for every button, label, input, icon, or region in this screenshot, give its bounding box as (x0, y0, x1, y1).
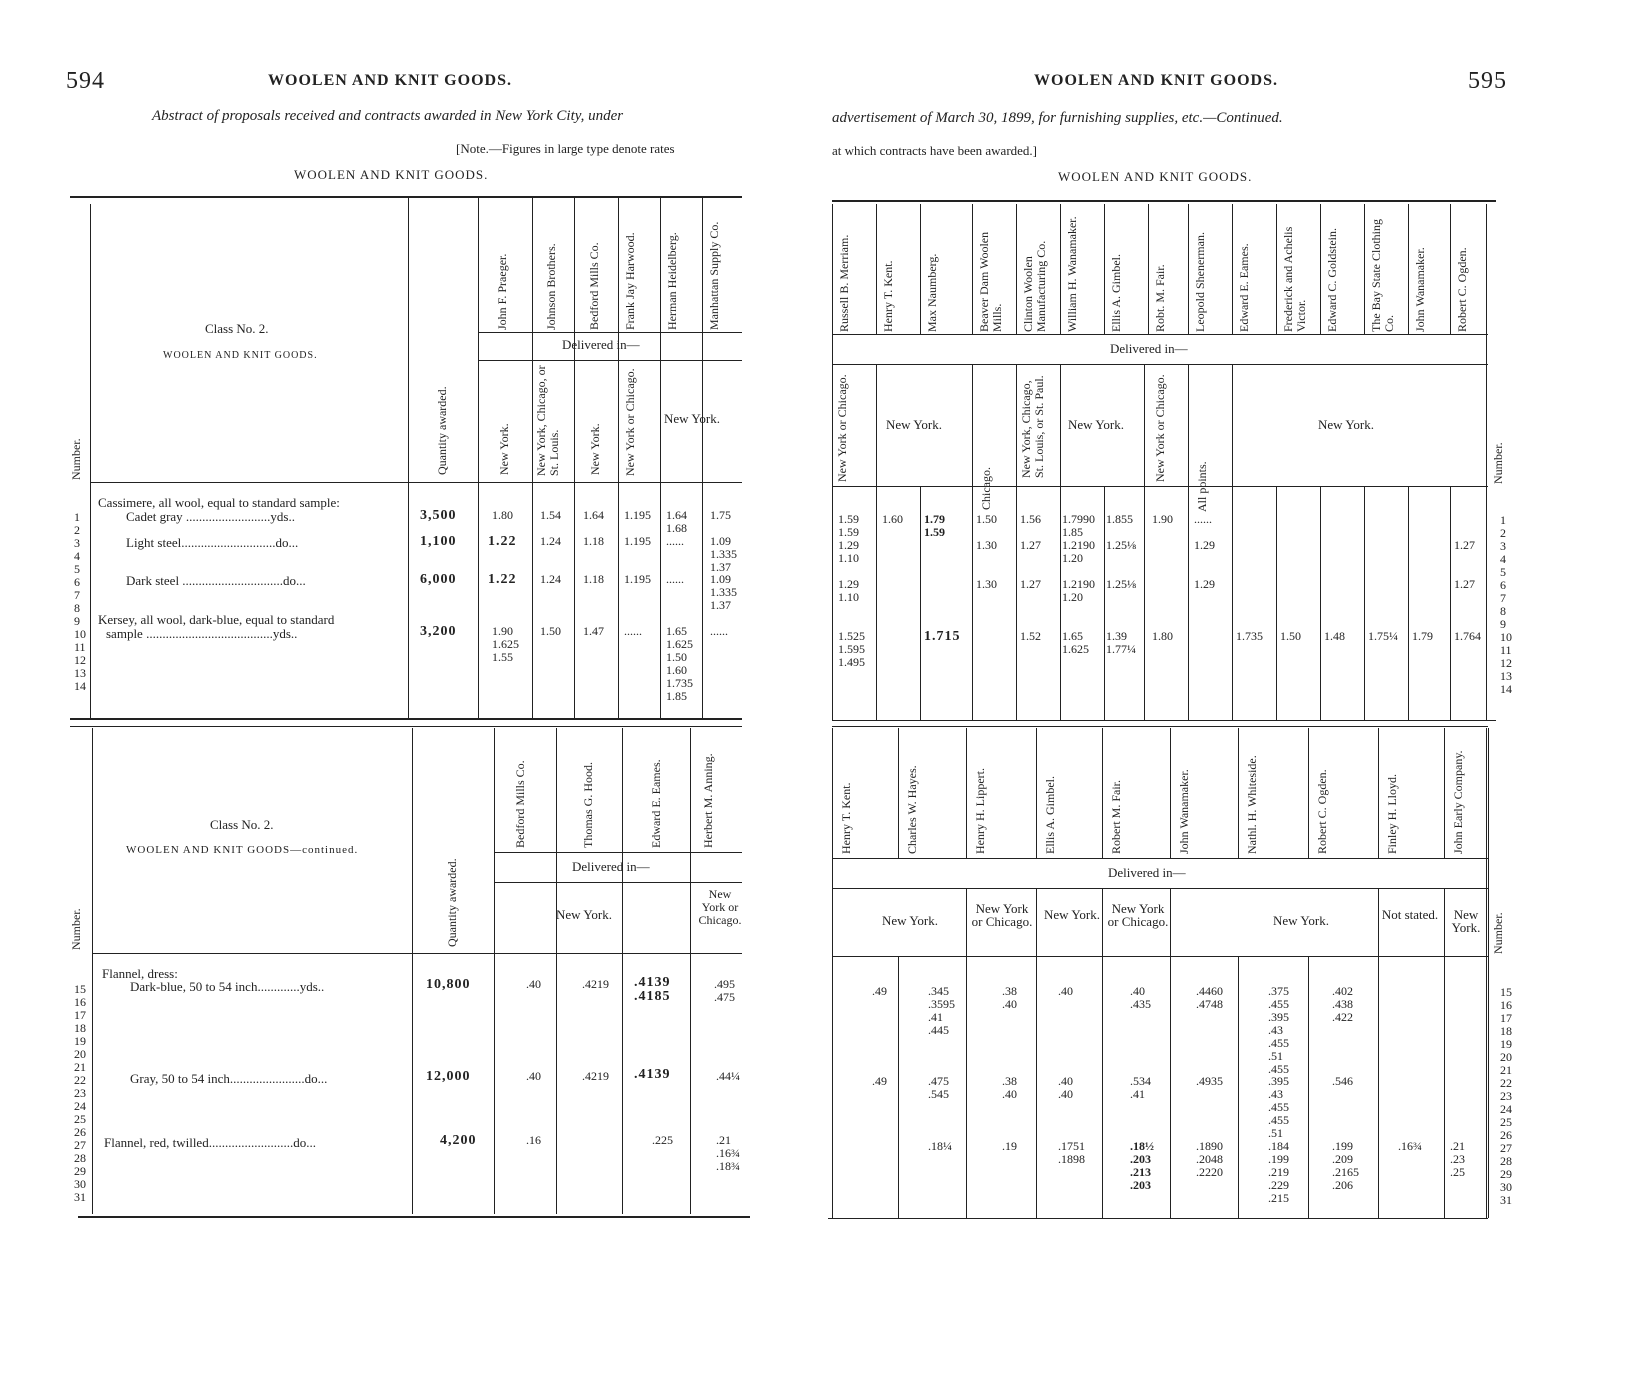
left-page (0, 0, 820, 1380)
delivery-location: New York. (1044, 907, 1100, 922)
bid-value: .1751 .1898 (1058, 1139, 1085, 1166)
abstract-title-left: Abstract of proposals received and contracts awarded in New York City, under (152, 108, 624, 124)
running-head-right: WOOLEN AND KNIT GOODS. (1034, 72, 1278, 89)
item-desc: Dark steel ...............................do... (126, 573, 306, 588)
row-numbers: 15 16 17 18 19 20 21 22 23 24 25 26 27 28 29 30 31 (1500, 985, 1512, 1207)
bid-value: .49 (872, 1074, 887, 1088)
bidder-name: Robert M. Fair. (1109, 780, 1123, 854)
bid-value: 1.24 (540, 534, 561, 548)
delivered-header: Delivered in— (1110, 341, 1188, 356)
running-head-left: WOOLEN AND KNIT GOODS. (268, 72, 512, 89)
bid-value: 1.59 1.59 1.29 1.10 1.29 1.10 1.525 1.595 1.495 (838, 512, 865, 669)
delivery-location: New York. (588, 423, 602, 475)
class-subtitle: WOOLEN AND KNIT GOODS—continued. (126, 844, 359, 856)
bid-value: .4219 (582, 977, 609, 991)
bid-value: .44¼ (716, 1069, 740, 1083)
bid-value: 1.27 (1454, 538, 1475, 552)
bid-value: 1.764 (1454, 629, 1481, 643)
bid-value: 1.50 (540, 624, 561, 638)
bid-value: .38 .40 (1002, 984, 1017, 1011)
page-number-left: 594 (66, 68, 105, 94)
bid-value: .395 .43 .455 .455 .51 (1268, 1074, 1289, 1140)
class-title: Class No. 2. (210, 817, 274, 832)
bidder-name: Edward E. Eames. (649, 759, 663, 848)
bid-value: 1.79 1.59 (924, 512, 945, 539)
delivery-location: Not stated. (1381, 907, 1439, 922)
delivery-location: New York. (1068, 417, 1124, 432)
bid-value: .16¾ (1398, 1139, 1422, 1153)
delivery-location: New York. (556, 907, 612, 922)
bid-value: .1890 .2048 .2220 (1196, 1139, 1223, 1179)
bid-value: 1.75 (710, 508, 731, 522)
quantity-awarded: 3,500 (420, 508, 457, 523)
bidder-name: Nathl. H. Whiteside. (1245, 755, 1259, 854)
bid-value: .19 (1002, 1139, 1017, 1153)
bid-value: .4219 (582, 1069, 609, 1083)
bid-value: 1.22 (488, 534, 517, 549)
bidder-name: Robert C. Ogden. (1315, 769, 1329, 854)
delivery-location: New York or Chicago. (698, 887, 742, 927)
delivery-location: New York or Chicago. (623, 368, 637, 476)
note-left: [Note.—Figures in large type denote rates (456, 141, 675, 156)
row-numbers: 15 16 17 18 19 20 21 22 23 24 25 26 27 28 29 30 31 (74, 982, 86, 1204)
bidder-name: Robert C. Ogden. (1455, 247, 1469, 332)
bidder-name: The Bay State Clothing Co. (1369, 216, 1396, 332)
bid-value: .402 .438 .422 (1332, 984, 1353, 1024)
bidder-name: Henry T. Kent. (881, 260, 895, 332)
bid-value: .184 .199 .219 .229 .215 (1268, 1139, 1289, 1205)
item-desc: Cadet gray ..........................yds.. (126, 509, 295, 524)
abstract-title-right: advertisement of March 30, 1899, for furnishing supplies, etc.—Continued. (832, 110, 1283, 126)
bid-value: 1.195 (624, 508, 651, 522)
bidder-name: Clinton Woolen Manufacturing Co. (1021, 240, 1048, 332)
bid-value: .40 .40 (1058, 1074, 1073, 1101)
delivery-location: New York, Chicago, or St. Louis. (534, 362, 561, 476)
bid-value: 1.195 (624, 534, 651, 548)
bid-value: 1.50 1.30 1.30 (976, 512, 997, 591)
bid-value: .375 .455 .395 .43 .455 .51 .455 (1268, 984, 1289, 1076)
number-header: Number. (1491, 442, 1505, 484)
bid-value: 1.195 (624, 572, 651, 586)
bid-value: 1.22 (488, 572, 517, 587)
bid-value: .4139 (634, 1067, 671, 1082)
item-desc: Flannel, dress: (102, 966, 178, 981)
row-numbers: 1 2 3 4 5 6 7 8 9 10 11 12 13 14 (74, 510, 86, 693)
note-right: at which contracts have been awarded.] (832, 143, 1038, 158)
class-subtitle: WOOLEN AND KNIT GOODS. (163, 350, 318, 361)
bidder-name: Max Naumberg. (925, 253, 939, 332)
bid-value: 1.60 (882, 512, 903, 526)
bidder-name: John Wanamaker. (1177, 769, 1191, 854)
bidder-name: Ellis A. Gimbel. (1043, 776, 1057, 854)
bid-value: ...... (624, 624, 642, 638)
bidder-name: William H. Wanamaker. (1065, 216, 1079, 332)
bidder-name: Johnson Brothers. (544, 243, 558, 330)
bidder-name: Ellis A. Gimbel. (1109, 254, 1123, 332)
delivery-location: New York, Chicago, St. Louis, or St. Paul. (1019, 375, 1046, 478)
delivery-location: New York or Chicago. (835, 374, 849, 482)
bid-value: 1.715 (924, 629, 961, 644)
bid-value: .546 (1332, 1074, 1353, 1088)
quantity-awarded: 6,000 (420, 572, 457, 587)
bid-value: 1.64 (583, 508, 604, 522)
delivery-location: New York. (1273, 913, 1329, 928)
delivery-location: New York. (497, 423, 511, 475)
bid-value: 1.47 (583, 624, 604, 638)
bidder-name: Russell B. Merriam. (837, 234, 851, 332)
bid-value: .225 (652, 1133, 673, 1147)
bidder-name: Beaver Dam Woolen Mills. (977, 228, 1004, 332)
section-heading-right: WOOLEN AND KNIT GOODS. (1058, 169, 1253, 184)
bid-value: ...... (666, 534, 684, 548)
row-numbers: 1 2 3 4 5 6 7 8 9 10 11 12 13 14 (1500, 513, 1512, 696)
bid-value: 1.90 1.625 1.55 (492, 624, 519, 664)
bid-value: .18¼ (928, 1139, 952, 1153)
delivery-location: Chicago. (979, 467, 993, 510)
bidder-name: Robt. M. Fair. (1153, 264, 1167, 332)
bidder-name: Charles W. Hayes. (905, 765, 919, 854)
bid-value: .49 (872, 984, 887, 998)
bid-value: ...... 1.29 1.29 (1194, 512, 1215, 591)
item-desc: Kersey, all wool, dark-blue, equal to standard (98, 612, 335, 627)
bidder-name: John Wanamaker. (1413, 247, 1427, 332)
bid-value: .18½ .203 .213 .203 (1130, 1139, 1154, 1192)
quantity-awarded: 4,200 (440, 1133, 477, 1148)
bid-value: 1.7990 1.85 1.2190 1.20 1.2190 1.20 1.65 1.625 (1062, 512, 1095, 656)
delivery-location: New York. (1318, 417, 1374, 432)
bid-value: .4935 (1196, 1074, 1223, 1088)
delivery-location: New York. (886, 417, 942, 432)
bid-value: ...... (710, 624, 728, 638)
number-header: Number. (69, 908, 83, 950)
bid-value: .40 (1058, 984, 1073, 998)
bid-value: .21 .16¾ .18¾ (716, 1133, 740, 1173)
delivery-location: All points. (1195, 461, 1209, 512)
item-desc: Flannel, red, twilled..........................do... (104, 1135, 316, 1150)
bidder-name: Thomas G. Hood. (581, 762, 595, 848)
bid-value: .495 .475 (714, 977, 735, 1004)
bid-value: 1.64 1.68 (666, 508, 687, 535)
quantity-awarded: 12,000 (426, 1069, 471, 1084)
bidder-name: Finley H. Lloyd. (1385, 774, 1399, 854)
bid-value: .345 .3595 .41 .445 (928, 984, 955, 1037)
bid-value: 1.48 (1324, 629, 1345, 643)
bid-value: 1.50 (1280, 629, 1301, 643)
item-desc: Cassimere, all wool, equal to standard sample: (98, 495, 340, 510)
bidder-name: Frank Jay Harwood. (623, 232, 637, 330)
bidder-name: Edward C. Goldstein. (1325, 228, 1339, 332)
bid-value: .21 .23 .25 (1450, 1139, 1465, 1179)
number-header: Number. (1491, 912, 1505, 954)
bid-value: 1.90 1.80 (1152, 512, 1173, 643)
bid-value: 1.79 (1412, 629, 1433, 643)
quantity-awarded: 3,200 (420, 624, 457, 639)
bidder-name: Herbert M. Anning. (701, 753, 715, 848)
class-title: Class No. 2. (205, 321, 269, 336)
bid-value: 1.65 1.625 1.50 1.60 1.735 1.85 (666, 624, 693, 703)
bidder-name: Manhattan Supply Co. (707, 221, 721, 330)
bid-value: .4460 .4748 (1196, 984, 1223, 1011)
delivery-location: New York. (882, 913, 938, 928)
bidder-name: Henry H. Lippert. (973, 768, 987, 854)
quantity-awarded: 10,800 (426, 977, 471, 992)
bid-value: .4139 .4185 (634, 975, 671, 1004)
bid-value: 1.80 (492, 508, 513, 522)
bidder-name: Herman Heidelberg. (665, 232, 679, 330)
delivery-location: New York. (664, 411, 720, 426)
section-heading-left: WOOLEN AND KNIT GOODS. (294, 167, 489, 182)
page-number-right: 595 (1468, 68, 1507, 94)
quantity-header: Quantity awarded. (445, 858, 459, 947)
bidder-name: Edward E. Eames. (1237, 243, 1251, 332)
bidder-name: John Early Company. (1451, 750, 1465, 854)
delivered-header: Delivered in— (572, 859, 650, 874)
delivered-header: Delivered in— (562, 337, 640, 352)
delivery-location: New York. (1451, 907, 1481, 935)
bidder-name: Bedford Mills Co. (513, 760, 527, 848)
bid-value: 1.75¼ (1368, 629, 1398, 643)
quantity-header: Quantity awarded. (435, 386, 449, 475)
quantity-awarded: 1,100 (420, 534, 457, 549)
bid-value: 1.855 1.25⅛ 1.25⅛ 1.39 1.77¼ (1106, 512, 1136, 656)
delivery-location: New York or Chicago. (1153, 374, 1167, 482)
bid-value: 1.27 (1454, 577, 1475, 591)
bid-value: 1.18 (583, 534, 604, 548)
bid-value: .16 (526, 1133, 541, 1147)
bid-value: 1.09 1.335 1.37 (710, 572, 737, 612)
right-page (824, 0, 1649, 1380)
bid-value: .475 .545 (928, 1074, 949, 1101)
bid-value: 1.24 (540, 572, 561, 586)
bid-value: 1.56 1.27 1.27 1.52 (1020, 512, 1041, 643)
bid-value: .534 .41 (1130, 1074, 1151, 1101)
bidder-name: Henry T. Kent. (839, 782, 853, 854)
item-desc: Light steel.............................do... (126, 535, 299, 550)
bid-value: .40 (526, 977, 541, 991)
item-desc: Dark-blue, 50 to 54 inch.............yds.. (130, 979, 325, 994)
bid-value: 1.09 1.335 1.37 (710, 534, 737, 574)
delivery-location: New York or Chicago. (1107, 901, 1169, 929)
item-desc: Gray, 50 to 54 inch.......................do... (130, 1071, 328, 1086)
bid-value: 1.54 (540, 508, 561, 522)
bid-value: 1.735 (1236, 629, 1263, 643)
delivered-header: Delivered in— (1108, 865, 1186, 880)
bid-value: .40 (526, 1069, 541, 1083)
bid-value: .199 .209 .2165 .206 (1332, 1139, 1359, 1192)
bidder-name: Frederick and Achelis Victor. (1281, 223, 1308, 332)
bid-value: .40 .435 (1130, 984, 1151, 1011)
item-desc: sample .......................................yds.. (106, 626, 298, 641)
bidder-name: Leopold Shenerman. (1193, 232, 1207, 332)
number-header: Number. (69, 438, 83, 480)
bidder-name: Bedford Mills Co. (587, 242, 601, 330)
bid-value: .38 .40 (1002, 1074, 1017, 1101)
delivery-location: New York or Chicago. (971, 901, 1033, 929)
bidder-name: John F. Praeger. (495, 253, 509, 330)
bid-value: ...... (666, 572, 684, 586)
bid-value: 1.18 (583, 572, 604, 586)
